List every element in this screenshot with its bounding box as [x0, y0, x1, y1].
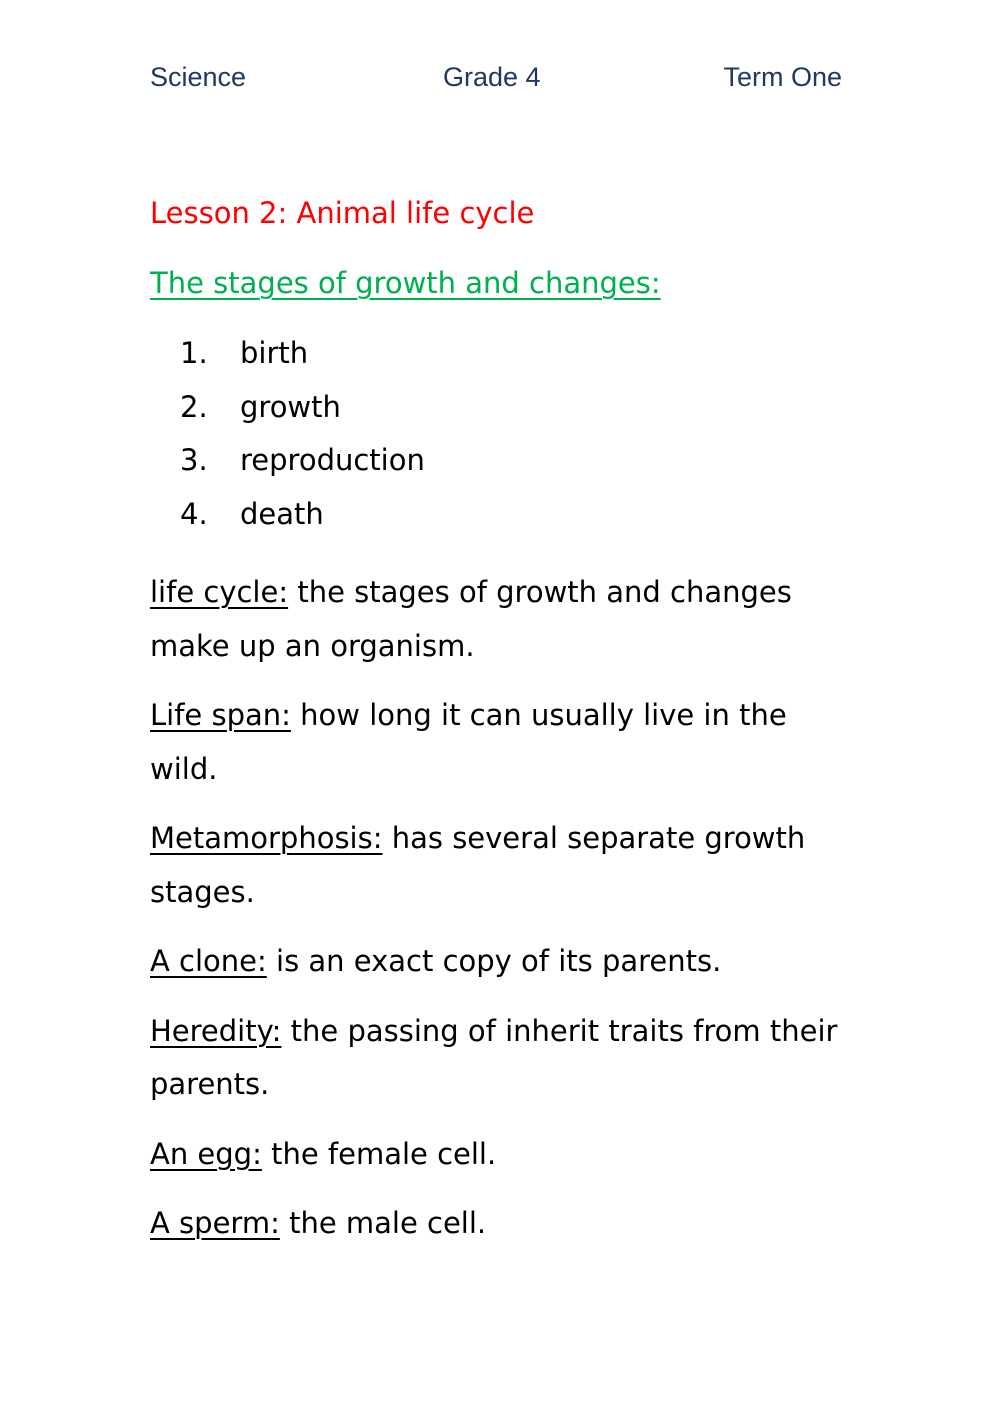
- lesson-title: Lesson 2: Animal life cycle: [150, 196, 535, 230]
- page-header: [150, 62, 842, 98]
- stages-heading: The stages of growth and changes:: [150, 266, 661, 300]
- stage-text: growth: [240, 389, 341, 424]
- definition-text: the stages of growth and changes make up an organism.: [150, 575, 792, 663]
- definition-term: Life span:: [150, 698, 291, 732]
- definition-clone: [150, 935, 850, 989]
- definition-sperm: [150, 1197, 850, 1251]
- definition-text: the passing of inherit traits from their parents.: [150, 1013, 838, 1101]
- definition-term: A sperm:: [150, 1206, 280, 1240]
- definition-term: Heredity:: [150, 1013, 282, 1048]
- definition-term: An egg:: [150, 1136, 262, 1171]
- definition-egg: [150, 1128, 850, 1182]
- definition-heredity: [150, 1005, 850, 1112]
- definition-life-span: [150, 689, 850, 796]
- stage-text: birth: [240, 336, 309, 370]
- stage-number: 1.: [180, 336, 208, 370]
- stage-text: reproduction: [240, 443, 425, 477]
- definition-term: life cycle:: [150, 575, 289, 609]
- definition-term: A clone:: [150, 944, 267, 978]
- definitions-list: [150, 566, 850, 1267]
- header-subject: Science: [150, 62, 247, 92]
- stage-number: 3.: [180, 443, 208, 477]
- definition-metamorphosis: [150, 812, 850, 919]
- definition-text: has several separate growth stages.: [150, 821, 806, 909]
- definition-text: the male cell.: [279, 1206, 487, 1240]
- stage-number: 4.: [180, 496, 208, 531]
- definition-text: the female cell.: [261, 1136, 497, 1171]
- stage-text: death: [240, 496, 324, 531]
- definition-term: Metamorphosis:: [150, 821, 383, 855]
- definition-text: how long it can usually live in the wild.: [150, 698, 787, 786]
- header-term: Term One: [723, 62, 842, 92]
- stage-number: 2.: [180, 389, 208, 424]
- header-grade: Grade 4: [443, 62, 541, 92]
- definition-text: is an exact copy of its parents.: [266, 944, 722, 978]
- definition-life-cycle: [150, 566, 850, 673]
